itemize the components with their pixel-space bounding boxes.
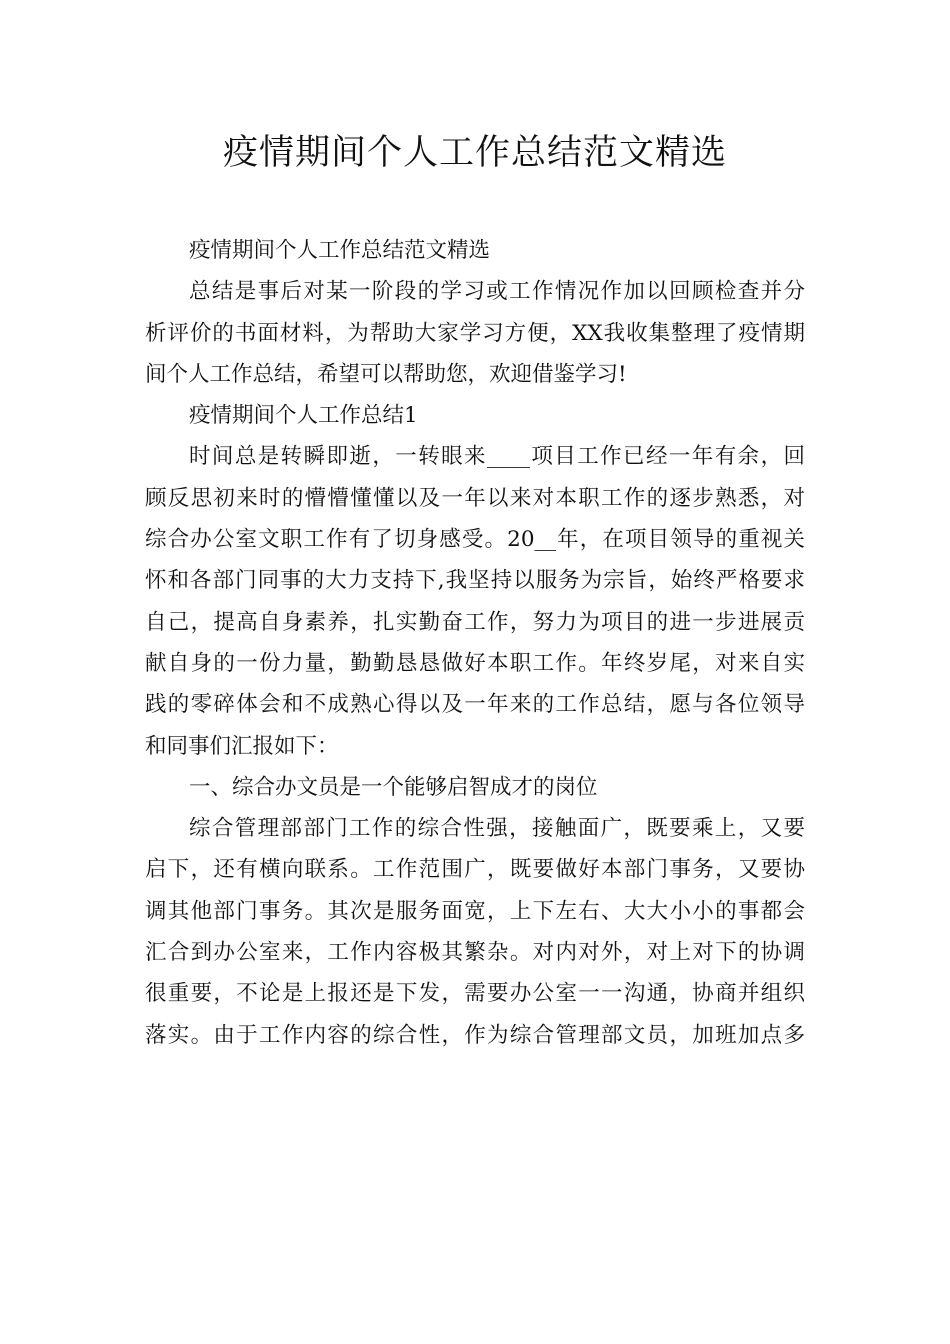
paragraph-line: 一、综合办文员是一个能够启智成才的岗位 (189, 774, 598, 800)
paragraph-line: 综合办公室文职工作有了切身感受。20__年，在项目领导的重视关 (145, 527, 805, 553)
paragraph-5 (145, 808, 805, 1056)
section-heading-1 (145, 767, 805, 808)
paragraph-line: 启下，还有横向联系。工作范围广，既要做好本部门事务，又要协 (145, 857, 805, 883)
paragraph-line: 很重要，不论是上报还是下发，需要办公室一一沟通，协商并组织 (145, 981, 805, 1007)
document-title: 疫情期间个人工作总结范文精选 (222, 133, 727, 173)
document-body (145, 230, 805, 1056)
paragraph-line: 顾反思初来时的懵懵懂懂以及一年以来对本职工作的逐步熟悉，对 (145, 485, 805, 511)
paragraph-2 (145, 271, 805, 395)
paragraph-line: 践的零碎体会和不成熟心得以及一年来的工作总结，愿与各位领导 (145, 692, 805, 718)
paragraph-line: 疫情期间个人工作总结1 (189, 403, 418, 429)
paragraph-line: 落实。由于工作内容的综合性，作为综合管理部文员，加班加点多 (145, 1022, 805, 1048)
paragraph-1 (145, 230, 805, 271)
paragraph-line: 时间总是转瞬即逝，一转眼来____项目工作已经一年有余，回 (189, 444, 805, 470)
paragraph-4 (145, 436, 805, 766)
paragraph-line: 总结是事后对某一阶段的学习或工作情况作加以回顾检查并分 (189, 279, 805, 305)
paragraph-line: 间个人工作总结，希望可以帮助您，欢迎借鉴学习! (145, 361, 627, 387)
paragraph-line: 献自身的一份力量，勤勤恳恳做好本职工作。年终岁尾，对来自实 (145, 650, 805, 676)
paragraph-line: 和同事们汇报如下： (145, 733, 339, 759)
paragraph-line: 调其他部门事务。其次是服务面宽，上下左右、大大小小的事都会 (145, 898, 805, 924)
paragraph-line: 析评价的书面材料，为帮助大家学习方便，XX我收集整理了疫情期 (145, 320, 805, 346)
paragraph-line: 自己，提高自身素养，扎实勤奋工作，努力为项目的进一步进展贡 (145, 609, 805, 635)
paragraph-line: 怀和各部门同事的大力支持下,我坚持以服务为宗旨，始终严格要求 (145, 568, 805, 594)
paragraph-3 (145, 395, 805, 436)
paragraph-line: 汇合到办公室来，工作内容极其繁杂。对内对外，对上对下的协调 (145, 940, 805, 966)
paragraph-line: 疫情期间个人工作总结范文精选 (189, 238, 491, 263)
paragraph-line: 综合管理部部门工作的综合性强，接触面广，既要乘上，又要 (189, 816, 805, 842)
